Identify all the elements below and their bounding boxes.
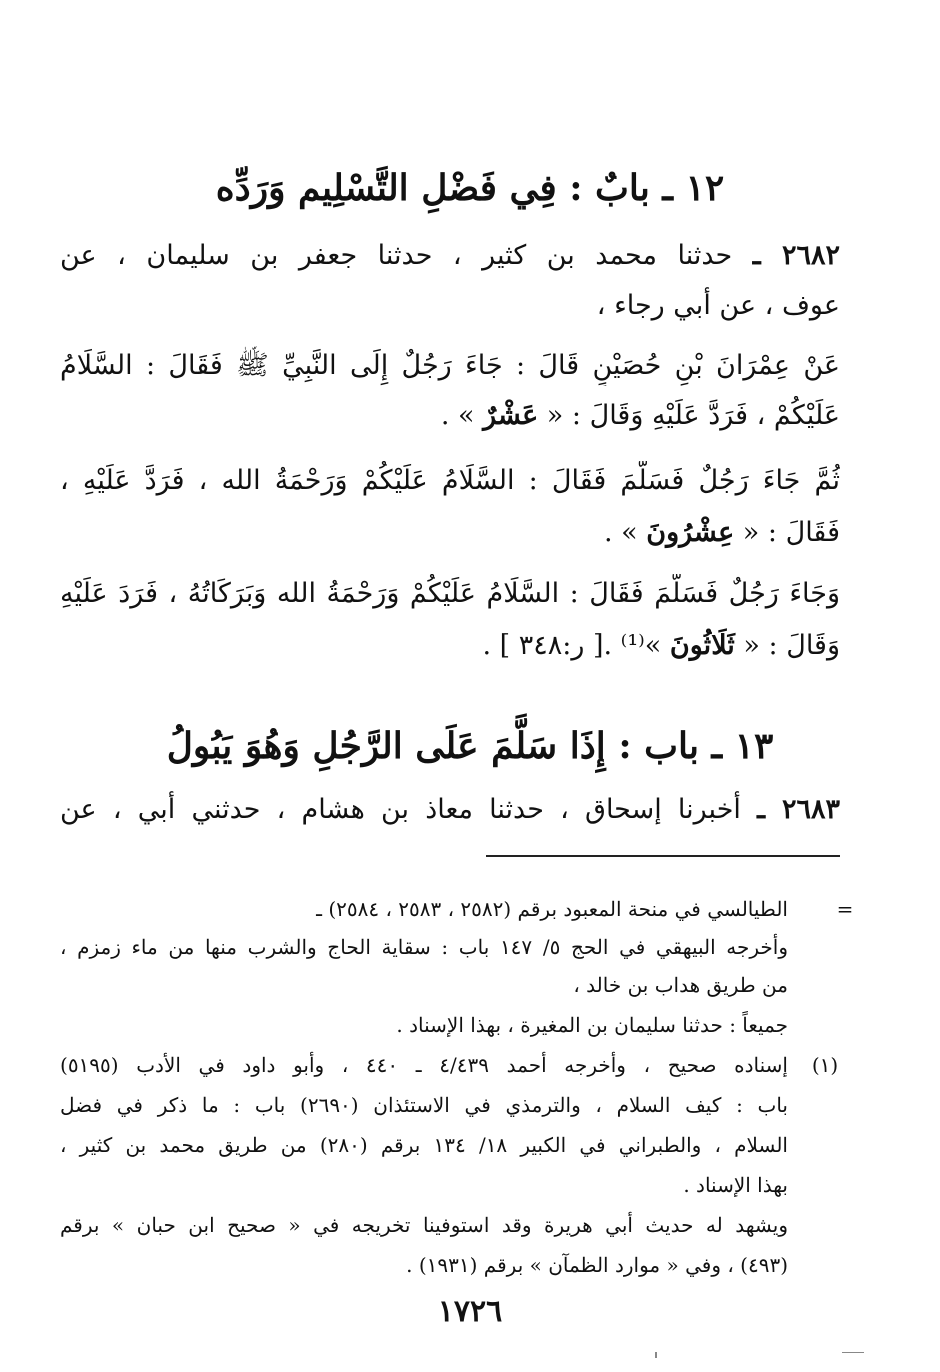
hadith-2682-line-4-close: » . — [440, 400, 475, 431]
hadith-number-2683: ٢٦٨٣ ـ — [757, 794, 840, 825]
hadith-number-2682: ٢٦٨٢ ـ — [752, 240, 840, 271]
footnote-separator — [486, 855, 840, 857]
footnote-continuation-marker: = — [836, 897, 854, 921]
hadith-2682-line-4-text: عَلَيْكُمْ ، فَرَدَّ عَلَيْهِ وَقَالَ : « — [546, 400, 840, 431]
chapter-13-heading: ١٣ ـ باب : إِذَا سَلَّمَ عَلَى الرَّجُلِ وَهُوَ يَبُولُ — [166, 725, 774, 767]
reward-ten: عَشْرٌ — [483, 400, 539, 431]
hadith-2682-line-5: ثُمَّ جَاءَ رَجُلٌ فَسَلَّمَ فَقَالَ : السَّلَامُ عَلَيْكُمْ وَرَحْمَةُ الله ، فَرَدَّ عَلَيْهِ ، — [60, 465, 840, 496]
footnote-1-line-6: (٤٩٣) ، وفي « موارد الظمآن » برقم (١٩٣١) . — [406, 1253, 788, 1277]
footnote-cont-line-4: جميعاً : حدثنا سليمان بن المغيرة ، بهذا الإسناد . — [396, 1013, 788, 1037]
hadith-2682-line-1 — [60, 236, 840, 276]
hadith-2682-line-2: عوف ، عن أبي رجاء ، — [596, 290, 840, 321]
footnote-1-line-4: بهذا الإسناد . — [683, 1173, 788, 1197]
hadith-2683-line-1 — [60, 790, 840, 830]
hadith-2682-line-4 — [60, 396, 840, 436]
hadith-2682-line-8 — [60, 626, 840, 666]
hadith-2682-line-8-close: »⁽¹⁾ .[ ر:٣٤٨ ] . — [482, 630, 662, 661]
reward-twenty: عِشْرُونَ — [646, 517, 735, 548]
footnote-1-line-1: إسناده صحيح ، وأخرجه أحمد ٤/٤٣٩ ـ ٤٤٠ ، وأبو داود في الأدب (٥١٩٥) — [60, 1053, 788, 1077]
scan-speck — [655, 1352, 657, 1358]
hadith-2682-line-6-text: فَقَالَ : « — [742, 517, 840, 548]
footnote-1-line-2: باب : كيف السلام ، والترمذي في الاستئذان (٢٦٩٠) باب : ما ذكر في فضل — [60, 1093, 788, 1117]
chapter-12-heading: ١٢ ـ بابٌ : فِي فَضْلِ التَّسْلِيم وَرَدِّه — [215, 167, 725, 209]
footnote-1-marker: (١) — [811, 1053, 839, 1077]
hadith-2682-line-6 — [60, 513, 840, 553]
hadith-2682-line-7: وَجَاءَ رَجُلٌ فَسَلَّمَ فَقَالَ : السَّلَامُ عَلَيْكُمْ وَرَحْمَةُ الله وَبَرَكَاتُهُ ، فَرَدَ عَلَيْهِ — [60, 578, 840, 609]
hadith-2683-isnad-start: أخبرنا إسحاق ، حدثنا معاذ بن هشام ، حدثني أبي ، عن — [60, 794, 741, 825]
footnote-cont-line-3: من طريق هداب بن خالد ، — [573, 973, 788, 997]
scan-speck — [842, 1352, 864, 1353]
footnote-cont-line-1: الطيالسي في منحة المعبود برقم (٢٥٨٢ ، ٢٥٨٣ ، ٢٥٨٤) ـ — [316, 897, 788, 921]
hadith-2682-line-6-close: » . — [603, 517, 638, 548]
footnote-cont-line-2: وأخرجه البيهقي في الحج ٥/ ١٤٧ باب : سقاية الحاج والشرب منها من ماء زمزم ، — [60, 935, 788, 959]
hadith-2682-line-8-text: وَقَالَ : « — [743, 630, 840, 661]
footnote-1-line-5: ويشهد له حديث أبي هريرة وقد استوفينا تخريجه في « صحيح ابن حبان » برقم — [60, 1213, 788, 1237]
footnote-1-line-3: السلام ، والطبراني في الكبير ١٨/ ١٣٤ برقم (٢٨٠) من طريق محمد بن كثير ، — [60, 1133, 788, 1157]
reward-thirty: ثَلَاثُونَ — [669, 630, 735, 661]
hadith-2682-isnad-start: حدثنا محمد بن كثير ، حدثنا جعفر بن سليمان ، عن — [60, 240, 733, 271]
page-number: ١٧٢٦ — [437, 1294, 503, 1329]
hadith-2682-line-3: عَنْ عِمْرَانَ بْنِ حُصَيْنٍ قَالَ : جَاءَ رَجُلٌ إِلَى النَّبِيِّ ﷺ فَقَالَ : السَّلَامُ — [60, 350, 840, 381]
